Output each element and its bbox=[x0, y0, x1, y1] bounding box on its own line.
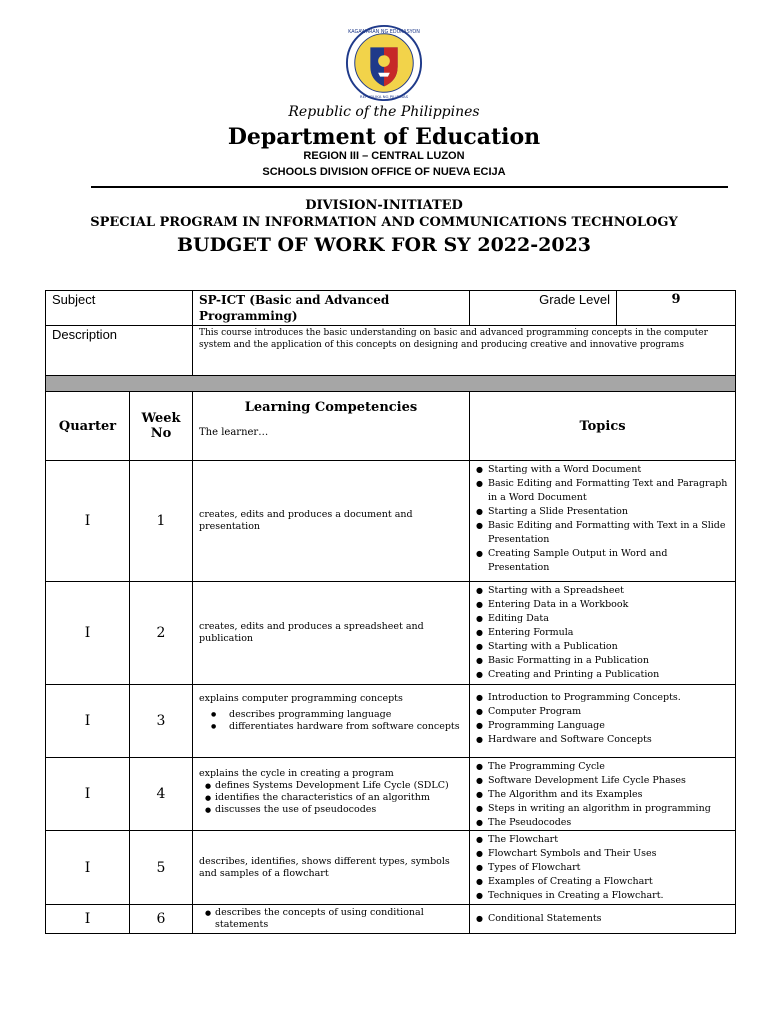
list-item: ● Examples of Creating a Flowchart bbox=[488, 875, 729, 889]
list-item: ● Entering Data in a Workbook bbox=[488, 598, 729, 612]
list-item: ● Hardware and Software Concepts bbox=[488, 733, 729, 747]
topics-list bbox=[470, 760, 735, 830]
list-item: ● Types of Flowchart bbox=[488, 861, 729, 875]
competency-text: explains computer programming concepts bbox=[199, 693, 403, 704]
topics-cell bbox=[470, 685, 736, 758]
budget-of-work-table bbox=[45, 290, 736, 934]
topics-list bbox=[470, 463, 735, 575]
sub-competency-list bbox=[199, 780, 463, 816]
list-item: ● Flowchart Symbols and Their Uses bbox=[488, 847, 729, 861]
topics-cell bbox=[470, 582, 736, 685]
deped-seal-logo bbox=[345, 24, 423, 102]
quarter-cell: I bbox=[46, 685, 130, 758]
list-item: ● Programming Language bbox=[488, 719, 729, 733]
topics-list bbox=[470, 833, 735, 903]
list-item: ● Computer Program bbox=[488, 705, 729, 719]
header-week-no: Week No bbox=[130, 392, 193, 461]
description-value: This course introduces the basic understanding on basic and advanced programming concepts in the computer system and the application of this concepts on designing and producing creative and innovative programs bbox=[193, 326, 736, 376]
table-row bbox=[46, 758, 736, 831]
competency-text: explains the cycle in creating a program bbox=[199, 768, 394, 779]
header-competencies-title: Learning Competencies bbox=[244, 400, 418, 415]
quarter-cell: I bbox=[46, 905, 130, 934]
topics-list bbox=[470, 912, 735, 926]
list-item: ● Creating and Printing a Publication bbox=[488, 668, 729, 682]
header-learning-competencies bbox=[193, 392, 470, 461]
list-item: ● Steps in writing an algorithm in programming bbox=[488, 802, 729, 816]
topics-cell bbox=[470, 758, 736, 831]
table-row bbox=[46, 831, 736, 905]
competency-cell bbox=[193, 685, 470, 758]
competency-cell bbox=[193, 758, 470, 831]
svg-text:KAGAWARAN NG EDUKASYON: KAGAWARAN NG EDUKASYON bbox=[348, 28, 420, 35]
topics-cell bbox=[470, 831, 736, 905]
week-cell: 6 bbox=[130, 905, 193, 934]
week-cell: 1 bbox=[130, 461, 193, 582]
republic-line: Republic of the Philippines bbox=[288, 104, 480, 120]
table-row bbox=[46, 461, 736, 582]
title-program: SPECIAL PROGRAM IN INFORMATION AND COMMUNICATIONS TECHNOLOGY bbox=[90, 215, 678, 230]
list-item: ● Basic Editing and Formatting Text and Paragraph in a Word Document bbox=[488, 477, 729, 505]
list-item: ● discusses the use of pseudocodes bbox=[215, 804, 463, 816]
region-line: REGION III – CENTRAL LUZON bbox=[303, 150, 465, 162]
description-label: Description bbox=[46, 326, 193, 376]
list-item: ● Starting a Slide Presentation bbox=[488, 505, 729, 519]
list-item: ● Starting with a Word Document bbox=[488, 463, 729, 477]
list-item: ● Introduction to Programming Concepts. bbox=[488, 691, 729, 705]
week-cell: 3 bbox=[130, 685, 193, 758]
week-cell: 2 bbox=[130, 582, 193, 685]
quarter-cell: I bbox=[46, 461, 130, 582]
list-item: ● Basic Editing and Formatting with Text in a Slide Presentation bbox=[488, 519, 729, 547]
competency-cell: creates, edits and produces a spreadsheet and publication bbox=[193, 582, 470, 685]
list-item: ● Conditional Statements bbox=[488, 912, 729, 926]
column-header-row bbox=[46, 392, 736, 461]
division-office-line: SCHOOLS DIVISION OFFICE OF NUEVA ECIJA bbox=[262, 166, 506, 178]
svg-text:REPUBLIKA NG PILIPINAS: REPUBLIKA NG PILIPINAS bbox=[359, 94, 409, 100]
list-item: ● Starting with a Spreadsheet bbox=[488, 584, 729, 598]
list-item: ● Basic Formatting in a Publication bbox=[488, 654, 729, 668]
topics-list bbox=[470, 584, 735, 682]
subject-label: Subject bbox=[46, 291, 193, 326]
table-row bbox=[46, 582, 736, 685]
competency-cell: creates, edits and produces a document and presentation bbox=[193, 461, 470, 582]
list-item: ● identifies the characteristics of an algorithm bbox=[215, 792, 463, 804]
department-title: Department of Education bbox=[227, 124, 541, 150]
table-row bbox=[46, 685, 736, 758]
subject-row bbox=[46, 291, 736, 326]
title-budget-of-work: BUDGET OF WORK FOR SY 2022-2023 bbox=[176, 234, 592, 256]
quarter-cell: I bbox=[46, 582, 130, 685]
list-item: ● describes programming language bbox=[229, 709, 463, 721]
sub-competency-list bbox=[199, 709, 463, 733]
competency-cell: describes, identifies, shows different types, symbols and samples of a flowchart bbox=[193, 831, 470, 905]
description-row bbox=[46, 326, 736, 376]
subject-value: SP-ICT (Basic and Advanced Programming) bbox=[193, 291, 470, 326]
quarter-cell: I bbox=[46, 831, 130, 905]
grade-level-value: 9 bbox=[617, 291, 736, 326]
list-item: ● The Programming Cycle bbox=[488, 760, 729, 774]
week-cell: 5 bbox=[130, 831, 193, 905]
list-item: ● Creating Sample Output in Word and Presentation bbox=[488, 547, 729, 575]
header-topics: Topics bbox=[470, 392, 736, 461]
list-item: ● The Algorithm and its Examples bbox=[488, 788, 729, 802]
header-quarter: Quarter bbox=[46, 392, 130, 461]
grade-level-label: Grade Level bbox=[470, 291, 617, 326]
sub-competency-list bbox=[199, 907, 463, 931]
header-competencies-sub: The learner… bbox=[199, 427, 269, 438]
topics-cell bbox=[470, 461, 736, 582]
quarter-cell: I bbox=[46, 758, 130, 831]
list-item: ● Starting with a Publication bbox=[488, 640, 729, 654]
list-item: ● Techniques in Creating a Flowchart. bbox=[488, 889, 729, 903]
competency-cell bbox=[193, 905, 470, 934]
list-item: ● Editing Data bbox=[488, 612, 729, 626]
list-item: ● The Flowchart bbox=[488, 833, 729, 847]
list-item: ● Software Development Life Cycle Phases bbox=[488, 774, 729, 788]
week-cell: 4 bbox=[130, 758, 193, 831]
topics-list bbox=[470, 691, 735, 747]
list-item: ● Entering Formula bbox=[488, 626, 729, 640]
header-divider bbox=[91, 186, 728, 188]
title-division-initiated: DIVISION-INITIATED bbox=[305, 198, 463, 213]
list-item: ● differentiates hardware from software concepts bbox=[229, 721, 463, 733]
list-item: ● describes the concepts of using conditional statements bbox=[215, 907, 463, 931]
topics-cell bbox=[470, 905, 736, 934]
separator-row bbox=[46, 376, 736, 392]
list-item: ● defines Systems Development Life Cycle (SDLC) bbox=[215, 780, 463, 792]
table-row bbox=[46, 905, 736, 934]
list-item: ● The Pseudocodes bbox=[488, 816, 729, 830]
